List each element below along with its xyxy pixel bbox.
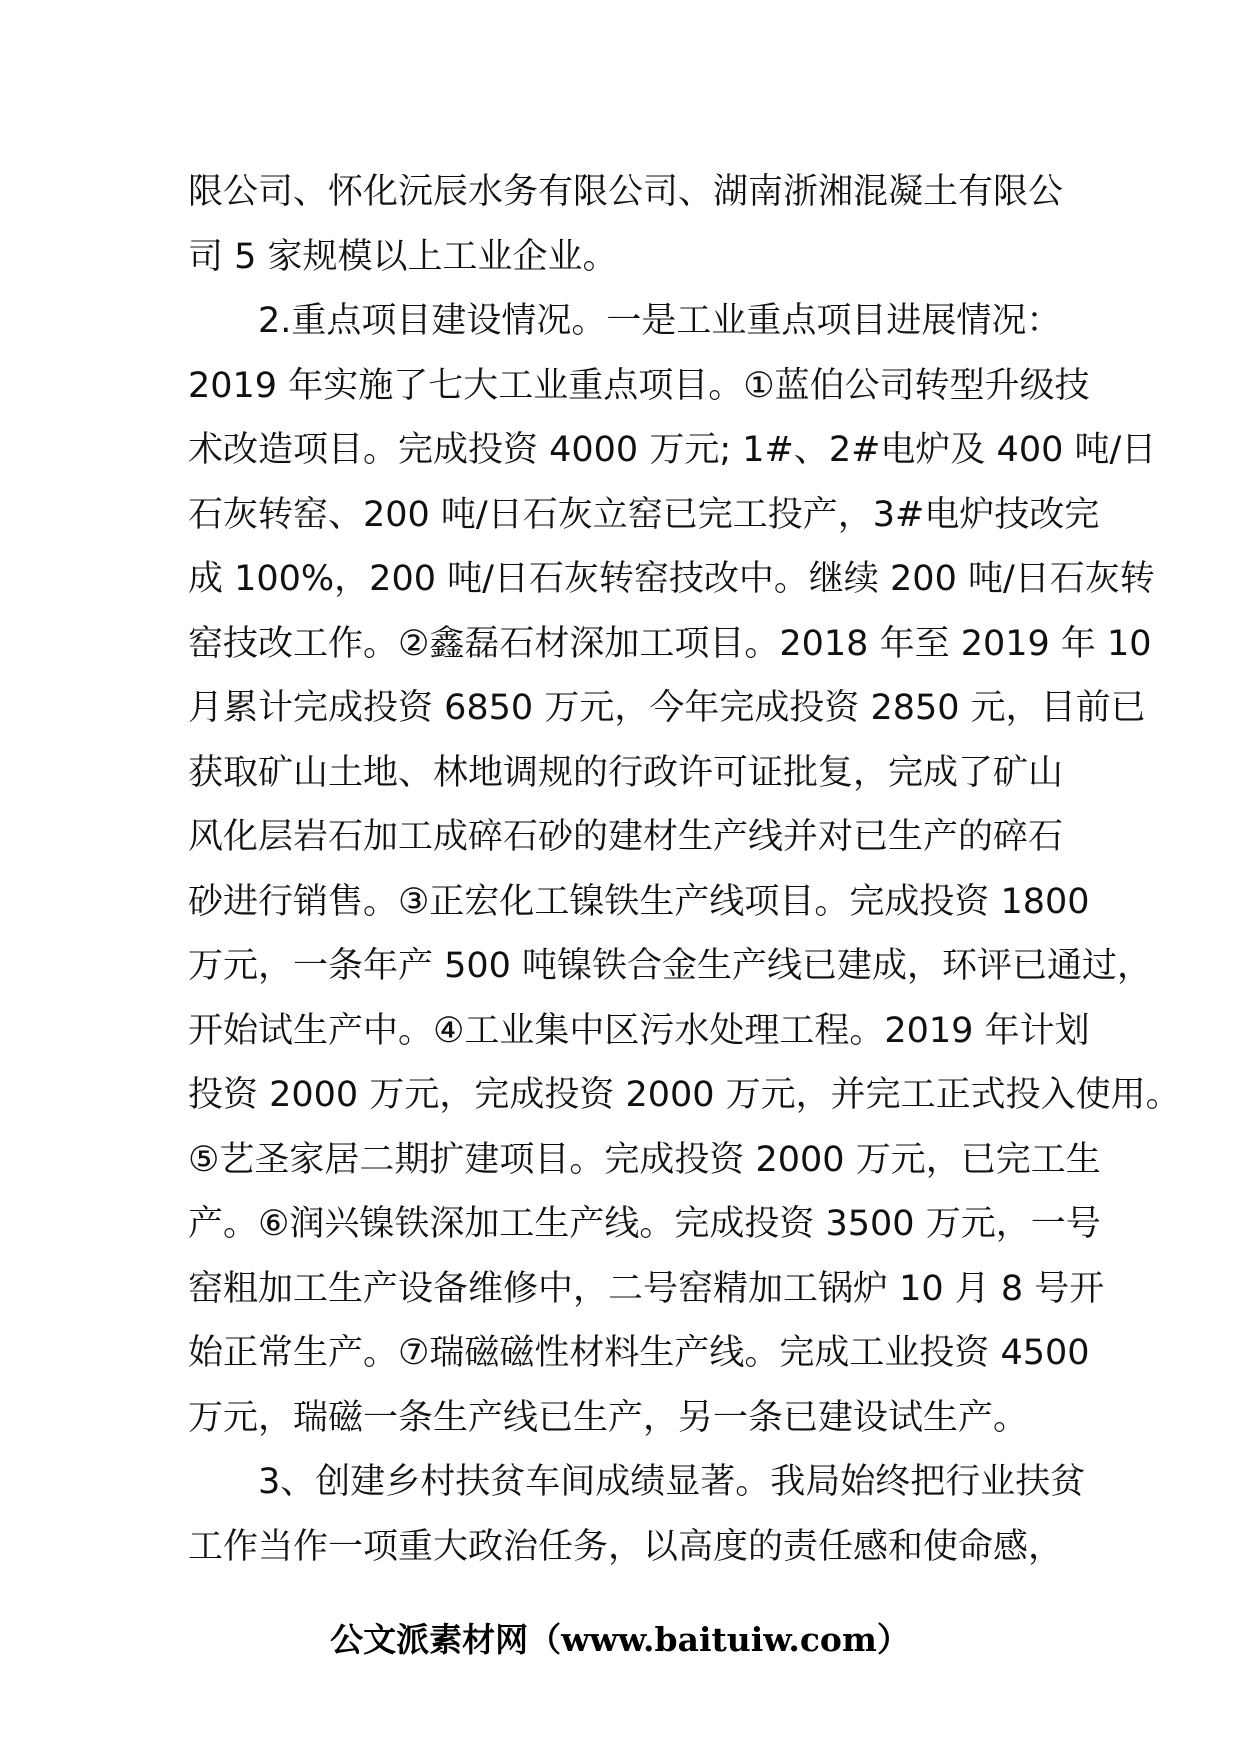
text-line: 投资 2000 万元，完成投资 2000 万元，并完工正式投入使用。 — [188, 1075, 1181, 1115]
text-line: 术改造项目。完成投资 4000 万元; 1#、2#电炉及 400 吨/日 — [188, 430, 1157, 470]
text-line: 限公司、怀化沅辰水务有限公司、湖南浙湘混凝土有限公 — [188, 172, 1064, 212]
text-line: ⑤艺圣家居二期扩建项目。完成投资 2000 万元，已完工生 — [188, 1139, 1101, 1180]
text-line: 砂进行销售。③正宏化工镍铁生产线项目。完成投资 1800 — [188, 881, 1090, 922]
text-line: 开始试生产中。④工业集中区污水处理工程。2019 年计划 — [188, 1010, 1090, 1051]
text-line: 窑粗加工生产设备维修中，二号窑精加工锅炉 10 月 8 号开 — [188, 1268, 1105, 1309]
text-line: 窑技改工作。②鑫磊石材深加工项目。2018 年至 2019 年 10 — [188, 623, 1152, 664]
text-line: 司 5 家规模以上工业企业。 — [188, 236, 618, 277]
text-line: 始正常生产。⑦瑞磁磁性材料生产线。完成工业投资 4500 — [188, 1333, 1090, 1373]
footer-source: 公文派素材网（www.baituiw.com） — [330, 1620, 910, 1659]
text-line: 2.重点项目建设情况。一是工业重点项目进展情况： — [188, 301, 1062, 341]
text-line: 万元，一条年产 500 吨镍铁合金生产线已建成，环评已通过， — [188, 946, 1153, 986]
text-line: 3、创建乡村扶贫车间成绩显著。我局始终把行业扶贫 — [188, 1462, 1086, 1502]
document-body — [188, 160, 1181, 1579]
text-line: 2019 年实施了七大工业重点项目。①蓝伯公司转型升级技 — [188, 365, 1090, 406]
text-line: 产。⑥润兴镍铁深加工生产线。完成投资 3500 万元，一号 — [188, 1204, 1101, 1244]
text-line: 成 100%，200 吨/日石灰转窑技改中。继续 200 吨/日石灰转 — [188, 559, 1155, 599]
text-line: 工作当作一项重大政治任务，以高度的责任感和使命感， — [188, 1526, 1064, 1567]
text-line: 风化层岩石加工成碎石砂的建材生产线并对已生产的碎石 — [188, 817, 1064, 857]
text-line: 万元，瑞磁一条生产线已生产，另一条已建设试生产。 — [188, 1397, 1029, 1438]
text-line: 石灰转窑、200 吨/日石灰立窑已完工投产，3#电炉技改完 — [188, 494, 1100, 535]
text-line: 获取矿山土地、林地调规的行政许可证批复，完成了矿山 — [188, 752, 1064, 793]
text-line: 月累计完成投资 6850 万元，今年完成投资 2850 元，目前已 — [188, 688, 1146, 728]
